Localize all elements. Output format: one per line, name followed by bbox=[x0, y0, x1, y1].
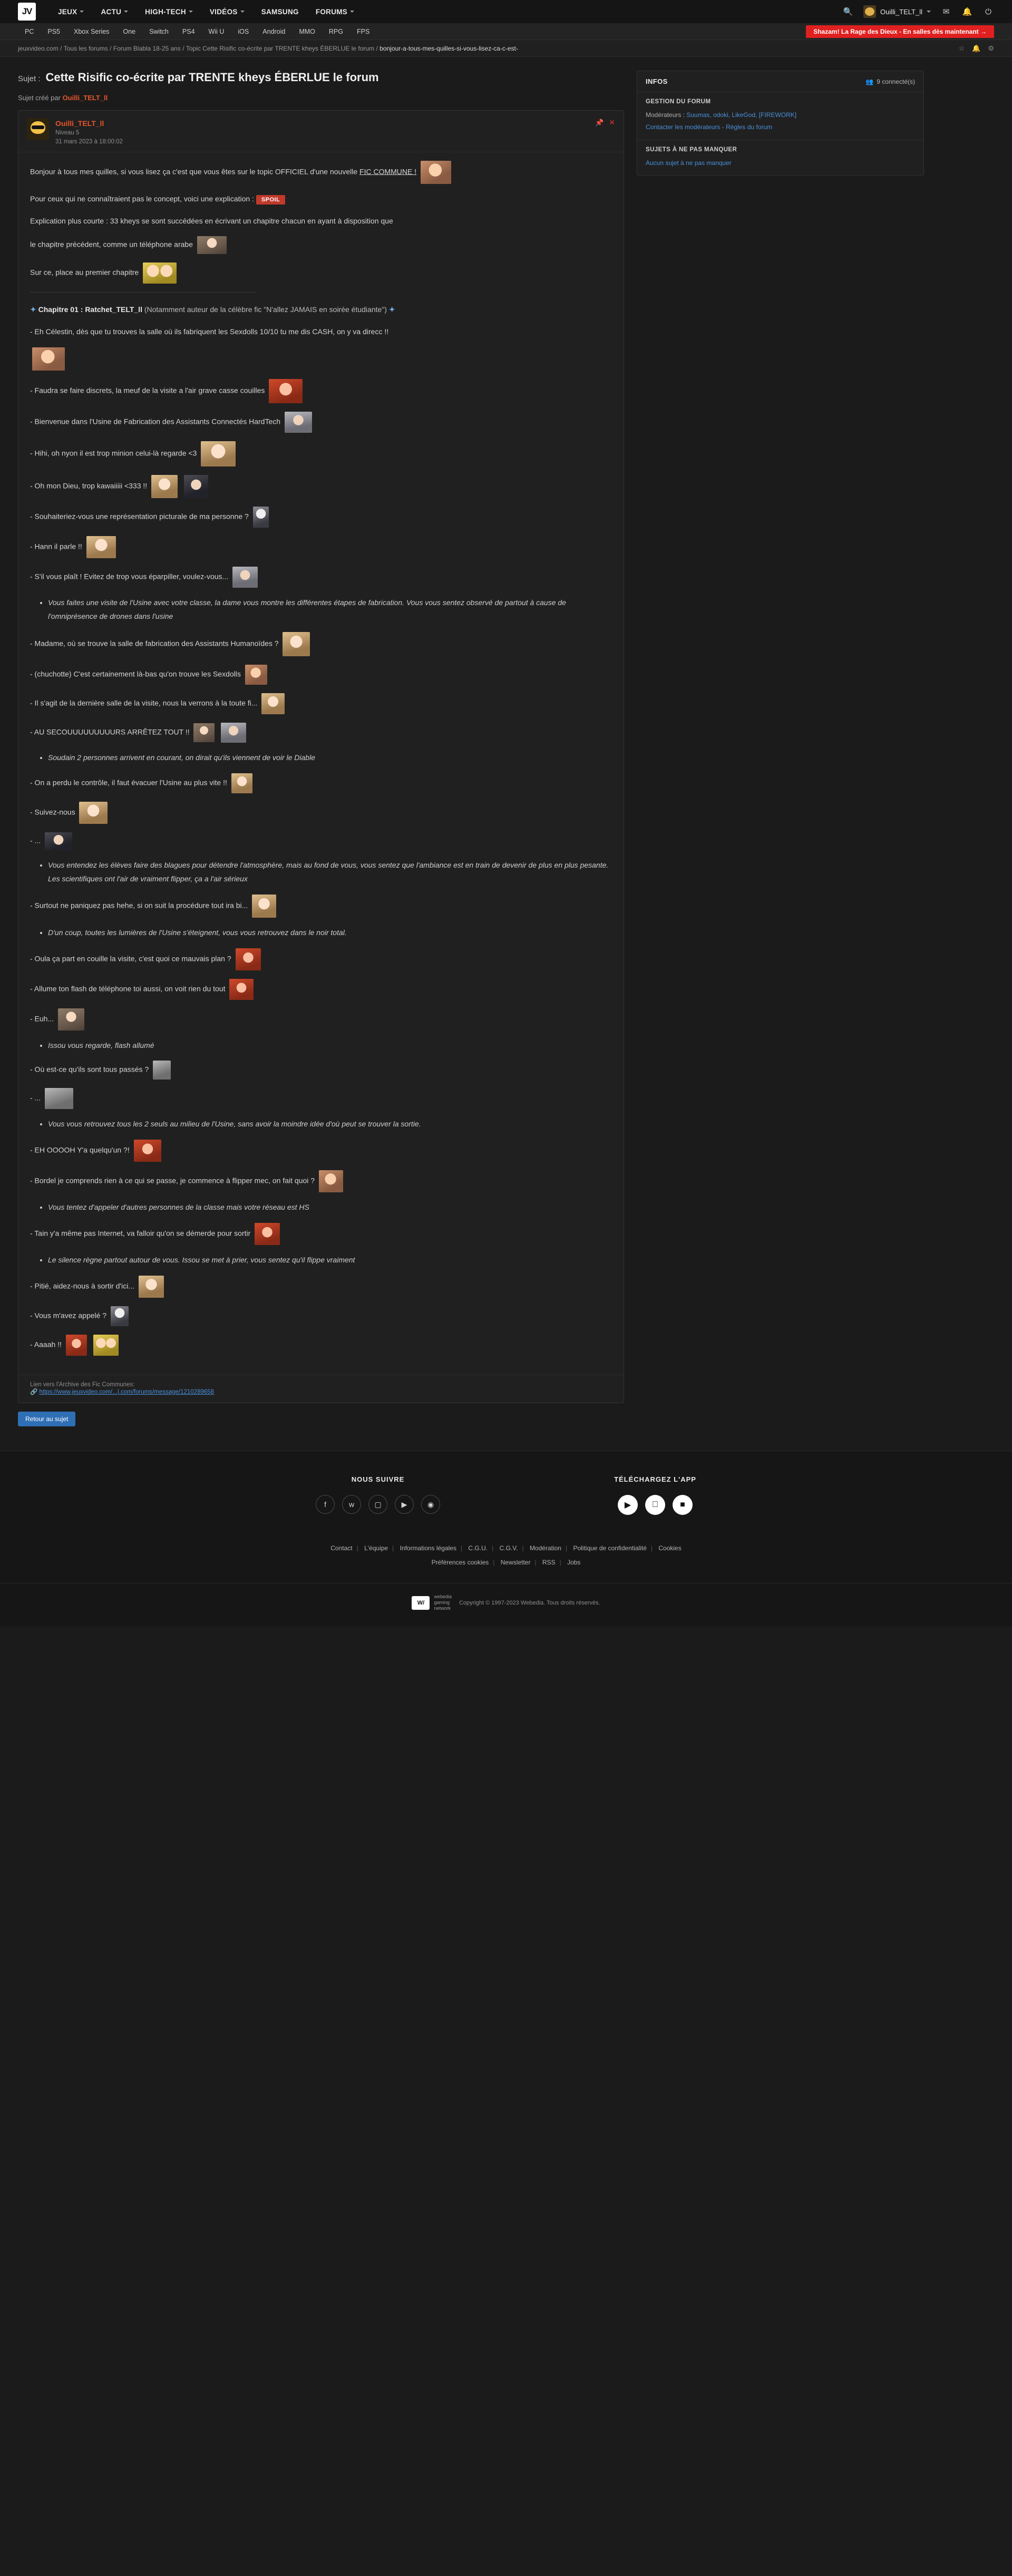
subnav-item-ps4[interactable]: PS4 bbox=[182, 27, 195, 35]
footer-app-column bbox=[614, 1475, 696, 1515]
post-text: - Faudra se faire discrets, la meuf de la visite a l'air grave casse couilles bbox=[30, 386, 265, 395]
dialogue-line bbox=[30, 895, 612, 918]
search-icon[interactable]: 🔍 bbox=[843, 7, 853, 16]
back-to-topic-button[interactable]: Retour au sujet bbox=[18, 1412, 75, 1426]
chevron-down-icon bbox=[927, 11, 931, 13]
post-line-start bbox=[30, 263, 612, 284]
narration-line: • Le silence règne partout autour de vous. Issou se met à prier, vous sentez qu'il flippe vraiment bbox=[48, 1253, 612, 1267]
chevron-down-icon bbox=[350, 11, 354, 13]
breadcrumb-actions bbox=[959, 44, 995, 53]
sticker-image bbox=[421, 161, 451, 184]
chevron-down-icon bbox=[124, 11, 128, 13]
dialogue-line bbox=[30, 475, 612, 498]
chapter-note: (Notamment auteur de la célèbre fic "N'allez JAMAIS en soirée étudiante") bbox=[144, 305, 387, 314]
dialogue-line bbox=[30, 536, 612, 558]
post-line-greeting bbox=[30, 161, 612, 184]
post-text: Sur ce, place au premier chapitre bbox=[30, 268, 139, 277]
youtube-icon[interactable]: ▶ bbox=[395, 1495, 414, 1514]
post-text: - Pitié, aidez-nous à sortir d'ici... bbox=[30, 1281, 134, 1290]
subnav-item-rpg[interactable]: RPG bbox=[328, 27, 343, 35]
sticker-image bbox=[86, 536, 116, 558]
footer-follow-column bbox=[316, 1475, 440, 1515]
post-line-explain-1 bbox=[30, 215, 612, 228]
footer-links-row-1: Contact | L'équipe | Informations légales | C.G.U. | C.G.V. | Modération | Politique de confidentialité | Cookies bbox=[330, 1544, 682, 1552]
sticker-image bbox=[261, 693, 285, 714]
power-icon[interactable]: ⏻ bbox=[985, 7, 991, 16]
dialogue-line bbox=[30, 1088, 612, 1109]
breadcrumb-item-home[interactable]: jeuxvideo.com bbox=[18, 44, 59, 52]
dialogue-line bbox=[30, 693, 612, 714]
sticker-image bbox=[153, 1061, 171, 1080]
narration-block bbox=[30, 1117, 612, 1131]
narration-line: • Vous faites une visite de l'Usine avec votre classe, la dame vous montre les différentes étapes de fabrication. Vous vous sentez observé de partout à cause de l'omniprésence de drones dans l'usine bbox=[48, 596, 612, 624]
moderators-line bbox=[646, 109, 915, 121]
subnav-item-fps[interactable]: FPS bbox=[356, 27, 370, 35]
delete-icon[interactable]: ✕ bbox=[609, 118, 615, 127]
post-header bbox=[18, 111, 624, 152]
post-text: - EH OOOOH Y'a quelqu'un ?! bbox=[30, 1146, 130, 1155]
gear-icon[interactable]: ⚙ bbox=[988, 44, 994, 52]
divider bbox=[30, 292, 257, 293]
dialogue-line bbox=[30, 802, 612, 824]
narration-line: • Soudain 2 personnes arrivent en courant, on dirait qu'ils viennent de voir le Diable bbox=[48, 751, 612, 765]
breadcrumb-sep: / bbox=[58, 44, 64, 52]
sticker-image bbox=[269, 379, 303, 403]
sticker-row bbox=[30, 347, 612, 371]
dialogue-line bbox=[30, 948, 612, 970]
sticker-image bbox=[229, 979, 254, 1000]
subnav-item-xbox-series[interactable]: Xbox Series bbox=[74, 27, 110, 35]
content-wrapper bbox=[0, 57, 1012, 1426]
narration-line: • Issou vous regarde, flash allumé bbox=[48, 1039, 612, 1053]
star-icon: ✦ bbox=[30, 305, 36, 314]
dialogue-line bbox=[30, 379, 612, 403]
archive-link[interactable]: https://www.jeuxvideo.com/...|.com/forums/message/1210289658 bbox=[39, 1389, 215, 1396]
rss-icon[interactable]: ◉ bbox=[421, 1495, 440, 1514]
copyright-text: Copyright © 1997-2023 Webedia. Tous droits réservés. bbox=[459, 1599, 600, 1606]
avatar[interactable] bbox=[27, 118, 49, 140]
narration-block bbox=[30, 1201, 612, 1214]
chevron-down-icon bbox=[240, 11, 245, 13]
webedia-label: webedia gaming network bbox=[434, 1593, 452, 1611]
dialogue-line bbox=[30, 441, 612, 466]
nav-item-jeux[interactable] bbox=[50, 0, 92, 23]
breadcrumb-sep: / bbox=[180, 44, 186, 52]
post-text: - Eh Célestin, dès que tu trouves la salle où ils fabriquent les Sexdolls 10/10 tu me dis CASH, on y va direcc !! bbox=[30, 327, 389, 336]
post-text: Bonjour à tous mes quilles, si vous lisez ça c'est que vous êtes sur le topic OFFICIEL d'une nouvelle bbox=[30, 167, 360, 176]
footer-link-informations-legales[interactable]: Informations légales bbox=[400, 1544, 456, 1552]
post-meta bbox=[55, 118, 123, 147]
post-text: - Bienvenue dans l'Usine de Fabrication des Assistants Connectés HardTech bbox=[30, 417, 281, 426]
post-card bbox=[18, 110, 624, 1403]
link-icon: 🔗 bbox=[30, 1389, 38, 1396]
footer-link-equipe[interactable]: L'équipe bbox=[364, 1544, 388, 1552]
dialogue-line bbox=[30, 723, 612, 743]
post-text: - Allume ton flash de téléphone toi aussi, on voit rien du tout bbox=[30, 984, 226, 993]
post-text: le chapitre précédent, comme un téléphone arabe bbox=[30, 240, 193, 249]
post-line-concept bbox=[30, 192, 612, 206]
footer-link-cookies[interactable]: Cookies bbox=[658, 1544, 682, 1552]
sticker-image bbox=[245, 665, 267, 685]
narration-block bbox=[30, 1253, 612, 1267]
must-see-section bbox=[637, 140, 923, 176]
breadcrumb-item-topic[interactable]: Topic Cette Risific co-écrite par TRENTE kheys ÉBERLUE le forum bbox=[186, 44, 375, 52]
narration-block bbox=[30, 751, 612, 765]
sticker-image bbox=[93, 1335, 119, 1356]
sticker-image bbox=[79, 802, 108, 824]
moderators-label: Modérateurs : bbox=[646, 111, 687, 119]
user-menu[interactable] bbox=[863, 5, 931, 18]
nav-label: FORUMS bbox=[315, 7, 348, 16]
sticker-image bbox=[184, 475, 208, 498]
sticker-image bbox=[32, 347, 65, 371]
main-column bbox=[18, 71, 624, 1426]
site-logo[interactable]: JV bbox=[18, 3, 36, 21]
connected-count bbox=[865, 78, 915, 85]
narration-line: • Vous vous retrouvez tous les 2 seuls au milieu de l'Usine, sans avoir la moindre idée d'où peut se trouver la sortie. bbox=[48, 1117, 612, 1131]
infos-card bbox=[637, 71, 924, 176]
nav-label: HIGH-TECH bbox=[145, 7, 186, 16]
post-text: - Euh... bbox=[30, 1014, 54, 1023]
dialogue-line bbox=[30, 979, 612, 1000]
infos-title: INFOS bbox=[646, 77, 668, 85]
post-date: 31 mars 2023 à 18:00:02 bbox=[55, 138, 123, 145]
footer-link-politique-confidentialite[interactable]: Politique de confidentialité bbox=[573, 1544, 647, 1552]
sticker-image bbox=[253, 507, 269, 528]
archive-link-row bbox=[30, 1388, 612, 1395]
sticker-image bbox=[319, 1170, 343, 1192]
post-text: - ... bbox=[30, 1094, 41, 1103]
star-icon: ✦ bbox=[388, 305, 395, 314]
dialogue-line bbox=[30, 773, 612, 793]
dialogue-line bbox=[30, 1140, 612, 1162]
footer-link-cgu[interactable]: C.G.U. bbox=[468, 1544, 488, 1552]
post-author-level: Niveau 5 bbox=[55, 130, 80, 137]
sticker-image bbox=[197, 236, 227, 254]
post-text: - On a perdu le contrôle, il faut évacuer l'Usine au plus vite !! bbox=[30, 778, 227, 787]
sidebar bbox=[637, 71, 924, 176]
sticker-image bbox=[193, 723, 215, 742]
avatar bbox=[863, 5, 876, 18]
narration-block bbox=[30, 926, 612, 940]
promo-banner[interactable]: Shazam! La Rage des Dieux - En salles dès maintenant → bbox=[806, 25, 994, 38]
sticker-image bbox=[45, 1088, 73, 1109]
post-text: - Tain y'a même pas Internet, va falloir qu'on se démerde pour sortir bbox=[30, 1229, 251, 1238]
sticker-image bbox=[252, 895, 276, 918]
contact-moderators-link[interactable]: Contacter les modérateurs - Règles du forum bbox=[646, 123, 773, 131]
subnav-item-pc[interactable]: PC bbox=[25, 27, 34, 35]
breadcrumb-sep: / bbox=[374, 44, 380, 52]
dialogue-line bbox=[30, 1008, 612, 1031]
post-text: - AU SECOUUUUUUUUURS ARRÊTEZ TOUT !! bbox=[30, 727, 190, 736]
nav-item-forums[interactable] bbox=[307, 0, 363, 23]
post-text: - Vous m'avez appelé ? bbox=[30, 1311, 107, 1320]
footer-link-rss[interactable]: RSS bbox=[542, 1558, 556, 1566]
site-footer bbox=[0, 1451, 1012, 1627]
subnav-item-switch[interactable]: Switch bbox=[149, 27, 169, 35]
footer-link-newsletter[interactable]: Newsletter bbox=[500, 1558, 531, 1566]
post-text: - Aaaah !! bbox=[30, 1340, 62, 1349]
platform-navigation bbox=[0, 23, 1012, 40]
footer-links bbox=[0, 1541, 1012, 1583]
sticker-image bbox=[283, 632, 310, 656]
post-text: - ... bbox=[30, 836, 41, 845]
post-text: - Suivez-nous bbox=[30, 808, 75, 816]
footer-link-contact[interactable]: Contact bbox=[330, 1544, 353, 1552]
post-text: - Oula ça part en couille la visite, c'est quoi ce mauvais plan ? bbox=[30, 954, 231, 963]
footer-link-jobs[interactable]: Jobs bbox=[567, 1558, 581, 1566]
dialogue-line bbox=[30, 1335, 612, 1356]
dialogue-line bbox=[30, 412, 612, 433]
nav-label: SAMSUNG bbox=[261, 7, 299, 16]
spoil-badge[interactable]: SPOIL bbox=[256, 195, 286, 205]
subnav-item-ps5[interactable]: PS5 bbox=[47, 27, 61, 35]
post-text: - Bordel je comprends rien à ce qui se passe, je commence à flipper mec, on fait quoi ? bbox=[30, 1177, 315, 1185]
nav-item-samsung[interactable] bbox=[253, 0, 307, 23]
topic-header bbox=[18, 71, 624, 84]
contact-moderators-line bbox=[646, 121, 915, 133]
sticker-image bbox=[236, 948, 261, 970]
store-links bbox=[614, 1495, 696, 1515]
connected-label: 9 connecté(s) bbox=[877, 77, 915, 85]
webedia-logo: W/ bbox=[412, 1596, 430, 1610]
moderators-list[interactable]: Suumas, odoki, LikeGod, [FIREWORK] bbox=[686, 111, 797, 119]
post-text: Explication plus courte : 33 kheys se sont succédées en écrivant un chapitre chacun en ayant à disposition que bbox=[30, 216, 393, 225]
instagram-icon[interactable]: ▢ bbox=[368, 1495, 387, 1514]
post-line-explain-2 bbox=[30, 236, 612, 254]
must-see-link[interactable]: Aucun sujet à ne pas manquer bbox=[646, 159, 732, 167]
dialogue-line bbox=[30, 632, 612, 656]
post-text: - Surtout ne paniquez pas hehe, si on suit la procédure tout ira bi... bbox=[30, 901, 248, 910]
sticker-image bbox=[255, 1223, 280, 1245]
sticker-image bbox=[231, 773, 252, 793]
dialogue-line bbox=[30, 507, 612, 528]
nav-item-actu[interactable] bbox=[92, 0, 137, 23]
narration-block bbox=[30, 596, 612, 624]
post-text: - Souhaiteriez-vous une représentation picturale de ma personne ? bbox=[30, 512, 249, 521]
breadcrumb-item-forums[interactable]: Tous les forums bbox=[63, 44, 108, 52]
footer-links-row-2: Préférences cookies | Newsletter | RSS | Jobs bbox=[431, 1558, 581, 1566]
subnav-item-android[interactable]: Android bbox=[262, 27, 286, 35]
webedia-logo-block bbox=[412, 1594, 452, 1612]
dialogue-line bbox=[30, 1306, 612, 1326]
subject-label: Sujet : bbox=[18, 74, 41, 83]
chapter-title: Chapitre 01 : Ratchet_TELT_ll bbox=[38, 305, 142, 314]
narration-line: • D'un coup, toutes les lumières de l'Usine s'éteignent, vous vous retrouvez dans le noir total. bbox=[48, 926, 612, 940]
must-see-empty bbox=[646, 157, 915, 169]
created-by-label: Sujet créé par bbox=[18, 94, 61, 102]
footer-link-preferences-cookies[interactable]: Préférences cookies bbox=[431, 1558, 489, 1566]
twitter-icon[interactable]: w bbox=[342, 1495, 361, 1514]
sticker-image bbox=[66, 1335, 87, 1356]
subnav-item-ios[interactable]: iOS bbox=[238, 27, 249, 35]
top-navigation-right bbox=[842, 5, 994, 18]
breadcrumb bbox=[0, 40, 1012, 57]
post-text: Pour ceux qui ne connaîtraient pas le concept, voici une explication : bbox=[30, 194, 254, 203]
social-links bbox=[316, 1495, 440, 1514]
mail-icon[interactable]: ✉ bbox=[942, 7, 950, 16]
footer-link-moderation[interactable]: Modération bbox=[529, 1544, 561, 1552]
sticker-image bbox=[111, 1306, 129, 1326]
star-icon[interactable]: ☆ bbox=[958, 44, 965, 52]
post-actions bbox=[595, 118, 615, 127]
subnav-item-one[interactable]: One bbox=[123, 27, 136, 35]
user-name: Ouilli_TELT_ll bbox=[880, 7, 922, 16]
infos-card-header bbox=[637, 71, 923, 92]
post-footer bbox=[18, 1375, 624, 1403]
forum-management-section bbox=[637, 92, 923, 140]
sticker-image bbox=[134, 1140, 161, 1162]
section-title: GESTION DU FORUM bbox=[646, 99, 711, 105]
nav-item-high-tech[interactable] bbox=[137, 0, 201, 23]
footer-columns bbox=[0, 1475, 1012, 1515]
dialogue-line bbox=[30, 832, 612, 850]
subnav-item-wii-u[interactable]: Wii U bbox=[208, 27, 225, 35]
narration-line: • Vous tentez d'appeler d'autres personnes de la classe mais votre réseau est HS bbox=[48, 1201, 612, 1214]
sticker-image bbox=[151, 475, 178, 498]
narration-block bbox=[30, 1039, 612, 1053]
narration-block bbox=[30, 859, 612, 886]
users-icon: 👥 bbox=[865, 77, 874, 85]
post-text: - (chuchotte) C'est certainement là-bas qu'on trouve les Sexdolls bbox=[30, 669, 241, 678]
chevron-down-icon bbox=[80, 11, 84, 13]
nav-label: ACTU bbox=[101, 7, 122, 16]
post-text: - Où est-ce qu'ils sont tous passés ? bbox=[30, 1065, 149, 1074]
sticker-image bbox=[139, 1276, 164, 1298]
dialogue-line bbox=[30, 1170, 612, 1192]
post-text: - Oh mon Dieu, trop kawaiiiii <333 !! bbox=[30, 481, 148, 490]
google-play-icon[interactable]: ▶ bbox=[618, 1495, 638, 1515]
post-text: - Il s'agit de la dernière salle de la visite, nous la verrons à la toute fi... bbox=[30, 698, 258, 707]
dialogue-line bbox=[30, 1276, 612, 1298]
sticker-image bbox=[285, 412, 312, 433]
post-body bbox=[18, 152, 624, 1375]
post-text: - Hihi, oh nyon il est trop minion celui-là regarde <3 bbox=[30, 449, 197, 458]
top-navigation bbox=[0, 0, 1012, 23]
facebook-icon[interactable]: f bbox=[316, 1495, 335, 1514]
dialogue-line bbox=[30, 1061, 612, 1080]
dialogue-line bbox=[30, 325, 612, 339]
post-text: - Madame, où se trouve la salle de fabrication des Assistants Humanoïdes ? bbox=[30, 639, 279, 648]
narration-line: • Vous entendez les élèves faire des blagues pour détendre l'atmosphère, mais au fond de vous, vous sentez que l'ambiance est en train de devenir de plus en plus pesante. Les scientifiques ont l'air de vraiment flipper, ça a l'air sérieux bbox=[48, 859, 612, 886]
section-title: SUJETS À NE PAS MANQUER bbox=[646, 146, 737, 153]
sticker-image bbox=[143, 263, 177, 284]
chevron-down-icon bbox=[189, 11, 193, 13]
footer-app-title: TÉLÉCHARGEZ L'APP bbox=[614, 1475, 696, 1484]
topic-author-line bbox=[18, 94, 624, 102]
post-text-underline: FIC COMMUNE ! bbox=[359, 167, 417, 176]
subnav-item-mmo[interactable]: MMO bbox=[299, 27, 315, 35]
breadcrumb-sep: / bbox=[108, 44, 113, 52]
page-title: Cette Risific co-écrite par TRENTE kheys ÉBERLUE le forum bbox=[45, 71, 379, 84]
sticker-image bbox=[45, 832, 72, 850]
sticker-image bbox=[221, 723, 246, 743]
nav-item-videos[interactable] bbox=[201, 0, 253, 23]
dialogue-line bbox=[30, 1223, 612, 1245]
archive-label: Lien vers l'Archive des Fic Communes: bbox=[30, 1382, 135, 1388]
huawei-appgallery-icon[interactable]: ■ bbox=[673, 1495, 693, 1515]
dialogue-line bbox=[30, 567, 612, 588]
breadcrumb-item-forum[interactable]: Forum Blabla 18-25 ans bbox=[113, 44, 181, 52]
app-store-icon[interactable] bbox=[645, 1495, 665, 1515]
topic-author[interactable]: Ouilli_TELT_ll bbox=[62, 94, 108, 102]
footer-link-cgv[interactable]: C.G.V. bbox=[499, 1544, 518, 1552]
sticker-image bbox=[232, 567, 258, 588]
post-text: - S'il vous plaît ! Evitez de trop vous éparpiller, voulez-vous... bbox=[30, 572, 229, 581]
sticker-image bbox=[201, 441, 236, 466]
bell-icon[interactable]: 🔔 bbox=[972, 44, 981, 52]
pin-icon[interactable]: 📌 bbox=[595, 118, 604, 127]
post-author[interactable]: Ouilli_TELT_ll bbox=[55, 119, 104, 128]
bell-icon[interactable]: 🔔 bbox=[962, 7, 972, 16]
dialogue-line bbox=[30, 665, 612, 685]
post-text: - Hann il parle !! bbox=[30, 542, 82, 551]
copyright-bar bbox=[0, 1583, 1012, 1627]
nav-label: JEUX bbox=[58, 7, 77, 16]
footer-follow-title: NOUS SUIVRE bbox=[351, 1475, 405, 1484]
chapter-heading bbox=[30, 303, 612, 317]
breadcrumb-current: bonjour-a-tous-mes-quilles-si-vous-lisez-ca-c-est- bbox=[380, 44, 518, 52]
sticker-image bbox=[58, 1008, 84, 1031]
nav-label: VIDÉOS bbox=[209, 7, 238, 16]
